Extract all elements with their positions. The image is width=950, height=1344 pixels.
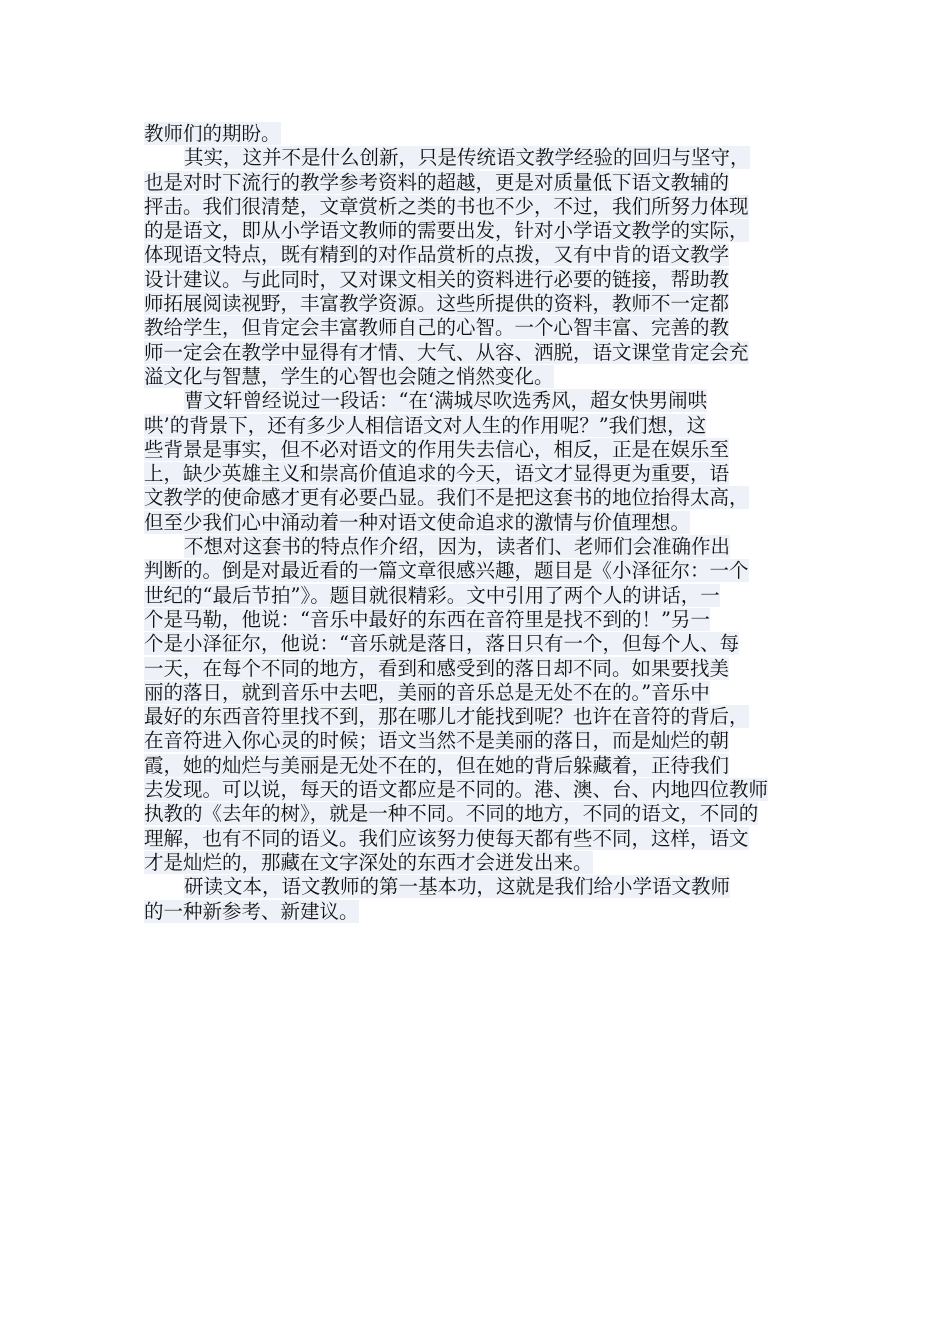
text-line (144, 681, 834, 705)
text-line-content: 丽的落日，就到音乐中去吧，美丽的音乐总是无处不在的。”音乐中 (144, 680, 710, 704)
text-line (144, 195, 834, 219)
text-line-content: 不想对这套书的特点作介绍，因为，读者们、老师们会准确作出 (184, 535, 731, 559)
text-line-content: 理解，也有不同的语义。我们应该努力使每天都有些不同，这样，语文 (144, 826, 749, 850)
text-line-content: 在音符进入你心灵的时候；语文当然不是美丽的落日，而是灿烂的朝 (144, 729, 730, 753)
text-line (144, 827, 834, 851)
text-line (144, 462, 834, 486)
body-text (144, 122, 834, 924)
text-line-content: 霞，她的灿烂与美丽是无处不在的，但在她的背后躲藏着，正待我们 (144, 753, 730, 777)
text-line-content: 研读文本，语文教师的第一基本功，这就是我们给小学语文教师 (184, 875, 731, 899)
text-line (144, 486, 834, 510)
text-line-content: 也是对时下流行的教学参考资料的超越，更是对质量低下语文教辅的 (144, 170, 730, 194)
text-line (144, 875, 834, 899)
text-line (144, 559, 834, 583)
text-line-content: 一天，在每个不同的地方，看到和感受到的落日却不同。如果要找美 (144, 656, 730, 680)
text-line-content: 最好的东西音符里找不到，那在哪儿才能找到呢？也许在音符的背后， (144, 705, 749, 729)
text-line (144, 365, 834, 389)
text-line-content: 世纪的“最后节拍”》。题目就很精彩。文中引用了两个人的讲话，一 (144, 583, 720, 607)
text-line-content: 些背景是事实，但不必对语文的作用失去信心，相反，正是在娱乐至 (144, 437, 730, 461)
text-line-content: 才是灿烂的，那藏在文字深处的东西才会迸发出来。 (144, 850, 593, 874)
text-line-content: 师拓展阅读视野，丰富教学资源。这些所提供的资料，教师不一定都 (144, 292, 730, 316)
text-line (144, 608, 834, 632)
text-line (144, 632, 834, 656)
text-line-content: 的一种新参考、新建议。 (144, 899, 359, 923)
text-line (144, 268, 834, 292)
text-line-content: 溢文化与智慧，学生的心智也会随之悄然变化。 (144, 364, 554, 388)
text-line (144, 438, 834, 462)
text-line (144, 754, 834, 778)
text-line (144, 122, 834, 146)
text-line-content: 体现语文特点，既有精到的对作品赏析的点拨，又有中肯的语文教学 (144, 243, 730, 267)
text-line-content: 师一定会在教学中显得有才情、大气、从容、洒脱，语文课堂肯定会充 (144, 340, 749, 364)
text-line (144, 292, 834, 316)
text-line-content: 设计建议。与此同时，又对课文相关的资料进行必要的链接，帮助教 (144, 267, 730, 291)
text-line (144, 389, 834, 413)
text-line (144, 171, 834, 195)
text-line (144, 778, 834, 802)
text-line (144, 535, 834, 559)
text-line-content: 教师们的期盼。 (144, 122, 281, 145)
text-line (144, 851, 834, 875)
text-line-content: 个是马勒，他说：“音乐中最好的东西在音符里是找不到的！”另一 (144, 607, 710, 631)
text-line-content: 但至少我们心中涌动着一种对语文使命追求的激情与价值理想。 (144, 510, 691, 534)
text-line-content: 去发现。可以说，每天的语文都应是不同的。港、澳、台、内地四位教师 (144, 778, 769, 802)
text-line-content: 曹文轩曾经说过一段话：“在‘满城尽吹选秀风，超女快男闹哄 (184, 389, 708, 413)
text-line (144, 584, 834, 608)
text-line (144, 802, 834, 826)
text-line (144, 657, 834, 681)
text-line-content: 抨击。我们很清楚，文章赏析之类的书也不少，不过，我们所努力体现 (144, 194, 749, 218)
text-line (144, 316, 834, 340)
text-line (144, 511, 834, 535)
text-line-content: 执教的《去年的树》，就是一种不同。不同的地方，不同的语文，不同的 (144, 802, 759, 826)
text-line (144, 705, 834, 729)
text-line (144, 341, 834, 365)
text-line-content: 个是小泽征尔，他说：“音乐就是落日，落日只有一个，但每个人、每 (144, 632, 739, 656)
text-line-content: 哄’的背景下，还有多少人相信语文对人生的作用呢？”我们想，这 (144, 413, 707, 437)
text-line-content: 上，缺少英雄主义和崇高价值追求的今天，语文才显得更为重要，语 (144, 462, 730, 486)
text-line (144, 219, 834, 243)
text-line-content: 文教学的使命感才更有必要凸显。我们不是把这套书的地位抬得太高， (144, 486, 749, 510)
text-line (144, 729, 834, 753)
text-line (144, 146, 834, 170)
text-line-content: 的是语文，即从小学语文教师的需要出发，针对小学语文教学的实际， (144, 219, 749, 243)
text-line-content: 教给学生，但肯定会丰富教师自己的心智。一个心智丰富、完善的教 (144, 316, 730, 340)
text-line-content: 其实，这并不是什么创新，只是传统语文教学经验的回归与坚守， (184, 146, 750, 170)
text-line (144, 900, 834, 924)
text-line (144, 243, 834, 267)
text-line (144, 414, 834, 438)
text-line-content: 判断的。倒是对最近看的一篇文章很感兴趣，题目是《小泽征尔：一个 (144, 559, 749, 583)
